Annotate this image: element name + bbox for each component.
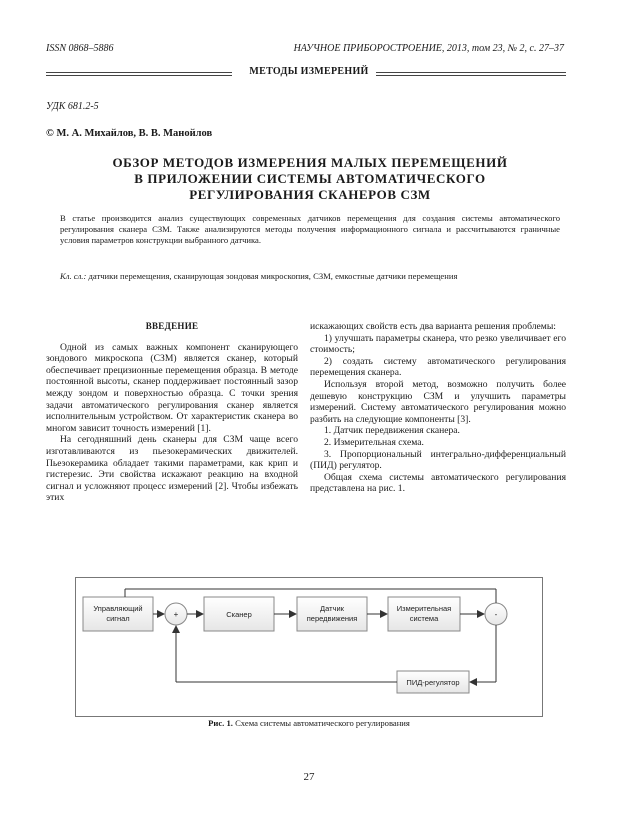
list-item: 1) улучшать параметры сканера, что резко увеличивает его стоимость; xyxy=(310,332,566,356)
caption-text: Схема системы автоматического регулирования xyxy=(235,718,410,728)
intro-paragraph-2: На сегодняшний день сканеры для СЗМ чаще всего изготавливаются из пьезокерамических движителей. Пьезокерамика обладает такими параметрами, как крип и гистерезис. Эти свойства искажают реакцию на входной сигнал и усложняют процесс измерений [2]. Чтобы избежать этих xyxy=(46,434,298,504)
intro-heading: ВВЕДЕНИЕ xyxy=(145,321,199,331)
right-column xyxy=(310,321,566,495)
left-column xyxy=(46,321,298,504)
section-title: МЕТОДЫ ИЗМЕРЕНИЙ xyxy=(0,66,618,77)
article-title xyxy=(60,155,560,203)
right-paragraph-1: искажающих свойств есть два варианта решения проблемы: xyxy=(310,321,556,332)
right-paragraph-2: Используя второй метод, возможно получить более дешевую конструкцию СЗМ и улучшить параметры измерений. Систему автоматического регулирования можно разбить на следующие компоненты [3]. xyxy=(310,378,566,425)
plus-sign: + xyxy=(173,610,179,619)
list-item: 2. Измерительная схема. xyxy=(324,436,424,448)
abstract: В статье производится анализ существующих современных датчиков перемещения для создания системы автоматического регулирования сканера СЗМ. Также анализируются методы получения информационного сигнала и рассчитываются граничные условия параметров конструкции выбранного датчика. xyxy=(60,213,560,245)
udk-code: УДК 681.2-5 xyxy=(46,101,99,112)
scanner-label: Сканер xyxy=(226,610,252,619)
minus-sign: - xyxy=(494,610,498,619)
input-signal-label: Управляющий xyxy=(93,604,143,613)
journal-issn: ISSN 0868–5886 xyxy=(46,43,114,54)
figure-caption xyxy=(0,718,618,728)
caption-label: Рис. 1. xyxy=(208,718,233,728)
intro-paragraph-1: Одной из самых важных компонент сканирующего зондового микроскопа (СЗМ) является сканер, который обеспечивает прецизионные перемещения образца. В методе постоянной высоты, сканер поддерживает постоянный зазор между зондом и поверхностью образца. С точки зрения задачи автоматического регулирования сканер является исполнительным устройством. От характеристик сканера во многом зависит точность измерений [1]. xyxy=(46,341,298,434)
right-paragraph-3: Общая схема системы автоматического регулирования представлена на рис. 1. xyxy=(310,471,566,495)
page-number: 27 xyxy=(303,771,315,783)
sensor-label: передвижения xyxy=(306,614,358,623)
keywords-text: датчики перемещения, сканирующая зондовая микроскопия, СЗМ, емкостные датчики перемещения xyxy=(88,271,458,281)
sensor-label: Датчик xyxy=(320,604,344,613)
title-line: ОБЗОР МЕТОДОВ ИЗМЕРЕНИЯ МАЛЫХ ПЕРЕМЕЩЕНИЙ xyxy=(112,155,508,170)
journal-citation: НАУЧНОЕ ПРИБОРОСТРОЕНИЕ, 2013, том 23, № 2, с. 27–37 xyxy=(293,43,564,54)
authors: © М. А. Михайлов, В. В. Манойлов xyxy=(46,128,213,139)
input-signal-label: сигнал xyxy=(106,614,130,623)
list-item: 1. Датчик передвижения сканера. xyxy=(324,425,460,437)
keywords xyxy=(60,271,560,282)
list-item: 3. Пропорциональный интегрально-дифференциальный (ПИД) регулятор. xyxy=(310,448,566,472)
title-line: В ПРИЛОЖЕНИИ СИСТЕМЫ АВТОМАТИЧЕСКОГО xyxy=(134,171,486,186)
control-system-diagram xyxy=(75,577,543,717)
pid-label: ПИД-регулятор xyxy=(406,678,460,687)
measurement-label: система xyxy=(409,614,439,623)
keywords-label: Кл. сл.: xyxy=(60,271,87,281)
measurement-label: Измерительная xyxy=(396,604,452,613)
title-line: РЕГУЛИРОВАНИЯ СКАНЕРОВ СЗМ xyxy=(189,187,431,202)
list-item: 2) создать систему автоматического регулирования перемещения сканера. xyxy=(310,355,566,379)
